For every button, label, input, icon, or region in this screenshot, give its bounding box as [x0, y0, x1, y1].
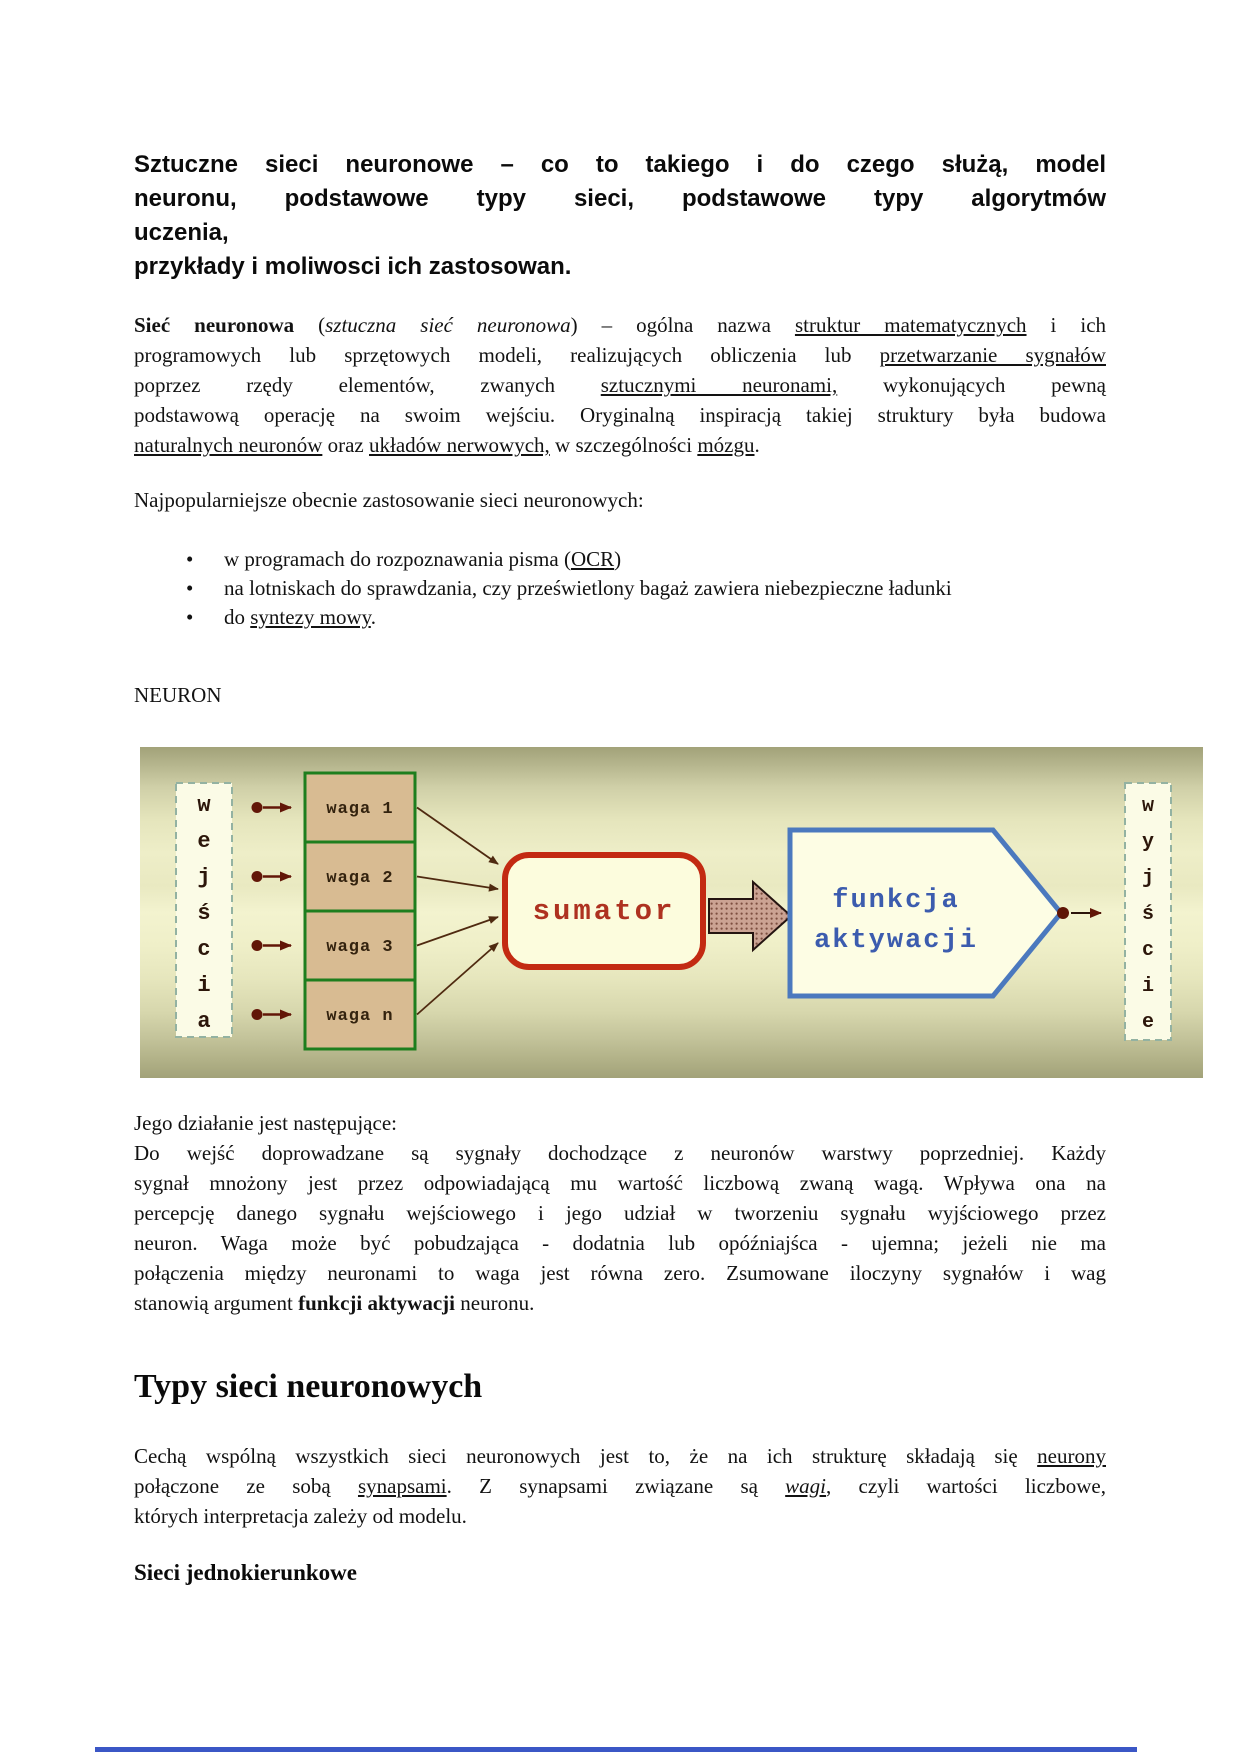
outputs-letter: j: [1141, 867, 1155, 890]
term-sztuczna-siec: sztuczna sieć neuronowa: [325, 313, 571, 337]
intro-line-4: [134, 400, 1106, 430]
text-segment: stanowią argument: [134, 1291, 299, 1315]
link-neurony[interactable]: neurony: [1037, 1444, 1106, 1468]
link-naturalnych-neuronow[interactable]: naturalnych neuronów: [134, 433, 323, 457]
inputs-letter: j: [197, 865, 211, 890]
link-struktur-matematycznych[interactable]: struktur matematycznych: [794, 313, 1027, 337]
activation-label-line1: funkcja: [832, 886, 960, 916]
intro-line-2: [134, 340, 1106, 370]
text-segment: do: [224, 605, 251, 629]
bullet-icon: •: [186, 576, 194, 600]
weight-label: waga 2: [326, 869, 394, 888]
weight-boxes: [305, 773, 415, 1049]
outputs-letter: ś: [1141, 903, 1155, 926]
inputs-letter: ś: [197, 901, 211, 926]
inputs-letter: c: [197, 937, 211, 962]
input-dot: [252, 940, 263, 951]
summator-label: sumator: [532, 895, 676, 928]
link-przetwarzanie-sygnalow[interactable]: przetwarzanie sygnałów: [879, 343, 1106, 367]
text-segment: na lotniskach do sprawdzania, czy prześwietlony bagaż zawiera niebezpieczne ładunki: [224, 576, 952, 600]
text-segment: , czyli wartości liczbowe,: [826, 1474, 1106, 1498]
text-segment: programowych lub sprzętowych modeli, realizujących obliczenia lub: [134, 343, 880, 367]
operation-line-6: połączenia między neuronami to waga jest równa zero. Zsumowane iloczyny sygnałów i wag: [134, 1261, 1106, 1285]
inputs-letter: i: [197, 973, 211, 998]
link-sztucznymi-neuronami[interactable]: sztucznymi neuronami,: [600, 373, 838, 397]
title-line-2: neuronu, podstawowe typy sieci, podstawowe typy algorytmów: [134, 185, 1106, 212]
text-segment: (: [294, 313, 326, 337]
list-item: [134, 603, 1106, 632]
input-dot: [252, 871, 263, 882]
input-dot: [252, 1009, 263, 1020]
text-segment: oraz: [322, 433, 369, 457]
paragraph-operation: [134, 1108, 1106, 1318]
text-segment: neuronu.: [455, 1291, 535, 1315]
link-ukladow-nerwowych[interactable]: układów nerwowych,: [369, 433, 550, 457]
outputs-letter: e: [1141, 1011, 1155, 1034]
outputs-box: [1125, 783, 1171, 1040]
types-line-2: [134, 1471, 1106, 1501]
term-siec-neuronowa: Sieć neuronowa: [134, 313, 295, 337]
link-mozgu[interactable]: mózgu: [697, 433, 755, 457]
input-dot: [252, 802, 263, 813]
operation-line-7: [134, 1288, 1106, 1318]
text-segment: . Z synapsami związane są: [446, 1474, 786, 1498]
link-syntezy-mowy[interactable]: syntezy mowy: [250, 605, 371, 629]
activation-label-line2: aktywacji: [814, 926, 978, 956]
paragraph-intro: [134, 310, 1106, 460]
operation-line-3: sygnał mnożony jest przez odpowiadającą mu wartość liczbową zwaną wagą. Wpływa ona na: [134, 1171, 1106, 1195]
types-line-3: których interpretacja zależy od modelu.: [134, 1504, 467, 1528]
bullet-icon: •: [186, 605, 194, 629]
list-item: [134, 545, 1106, 574]
link-synapsami[interactable]: synapsami: [357, 1474, 447, 1498]
summator-box: [505, 855, 703, 967]
text-segment: wykonujących pewną: [837, 373, 1106, 397]
text-segment: poprzez rzędy elementów, zwanych: [134, 373, 601, 397]
outputs-letter: w: [1141, 795, 1155, 818]
types-heading: Typy sieci neuronowych: [134, 1368, 483, 1405]
bullet-icon: •: [186, 547, 194, 571]
paragraph-types: [134, 1441, 1106, 1531]
operation-line-4: percepcję danego sygnału wejściowego i jego udział w tworzeniu sygnału wyjściowego przez: [134, 1201, 1106, 1225]
title-line-4: przykłady i moliwosci ich zastosowan.: [134, 253, 572, 280]
neuron-diagram: [140, 747, 1203, 1078]
text-segment: Cechą wspólną wszystkich sieci neuronowych jest to, że na ich strukturę składają się: [134, 1444, 1038, 1468]
term-funkcji-aktywacji: funkcji aktywacji: [298, 1291, 455, 1315]
text-segment: podstawową operację na swoim wejściu. Oryginalną inspiracją takiej struktury była budowa: [134, 403, 1106, 427]
inputs-letter: a: [197, 1009, 211, 1034]
page-title: [134, 148, 1106, 284]
outputs-letter: i: [1141, 975, 1155, 998]
text-segment: .: [370, 605, 377, 629]
weight-label: waga 1: [326, 800, 394, 819]
operation-line-1: Jego działanie jest następujące:: [134, 1111, 397, 1135]
link-wagi[interactable]: wagi: [785, 1474, 827, 1498]
title-line-3: uczenia,: [134, 219, 229, 246]
outputs-letter: c: [1141, 939, 1155, 962]
weight-label: waga n: [326, 1007, 394, 1026]
operation-line-5: neuron. Waga może być pobudzająca - dodatnia lub opóźniajśca - ujemna; jeżeli nie ma: [134, 1231, 1106, 1255]
operation-line-2: Do wejść doprowadzane są sygnały dochodzące z neuronów warstwy poprzedniej. Każdy: [134, 1141, 1106, 1165]
intro-line-5: [134, 430, 1106, 460]
bottom-blue-rule: [95, 1747, 1137, 1752]
unidirectional-heading: Sieci jednokierunkowe: [134, 1560, 357, 1585]
applications-intro: Najpopularniejsze obecnie zastosowanie sieci neuronowych:: [134, 488, 644, 512]
neuron-heading: NEURON: [134, 683, 222, 707]
weight-label: waga 3: [326, 938, 394, 957]
intro-line-1: [134, 310, 1106, 340]
list-item: [134, 574, 1106, 603]
text-segment: połączone ze sobą: [134, 1474, 358, 1498]
text-segment: i ich: [1026, 313, 1107, 337]
text-segment: ): [614, 547, 622, 571]
outputs-letter: y: [1141, 831, 1155, 854]
inputs-box: [176, 783, 232, 1037]
text-segment: .: [754, 433, 760, 457]
text-segment: w programach do rozpoznawania pisma (: [224, 547, 571, 571]
inputs-letter: e: [197, 829, 211, 854]
link-ocr[interactable]: OCR: [570, 547, 615, 571]
intro-line-3: [134, 370, 1106, 400]
applications-list: [134, 545, 1106, 632]
text-segment: ) – ogólna nazwa: [570, 313, 795, 337]
output-dot: [1057, 907, 1069, 919]
text-segment: w szczególności: [549, 433, 698, 457]
title-line-1: Sztuczne sieci neuronowe – co to takiego i do czego służą, model: [134, 151, 1106, 178]
types-line-1: [134, 1441, 1106, 1471]
inputs-letter: w: [197, 793, 211, 818]
